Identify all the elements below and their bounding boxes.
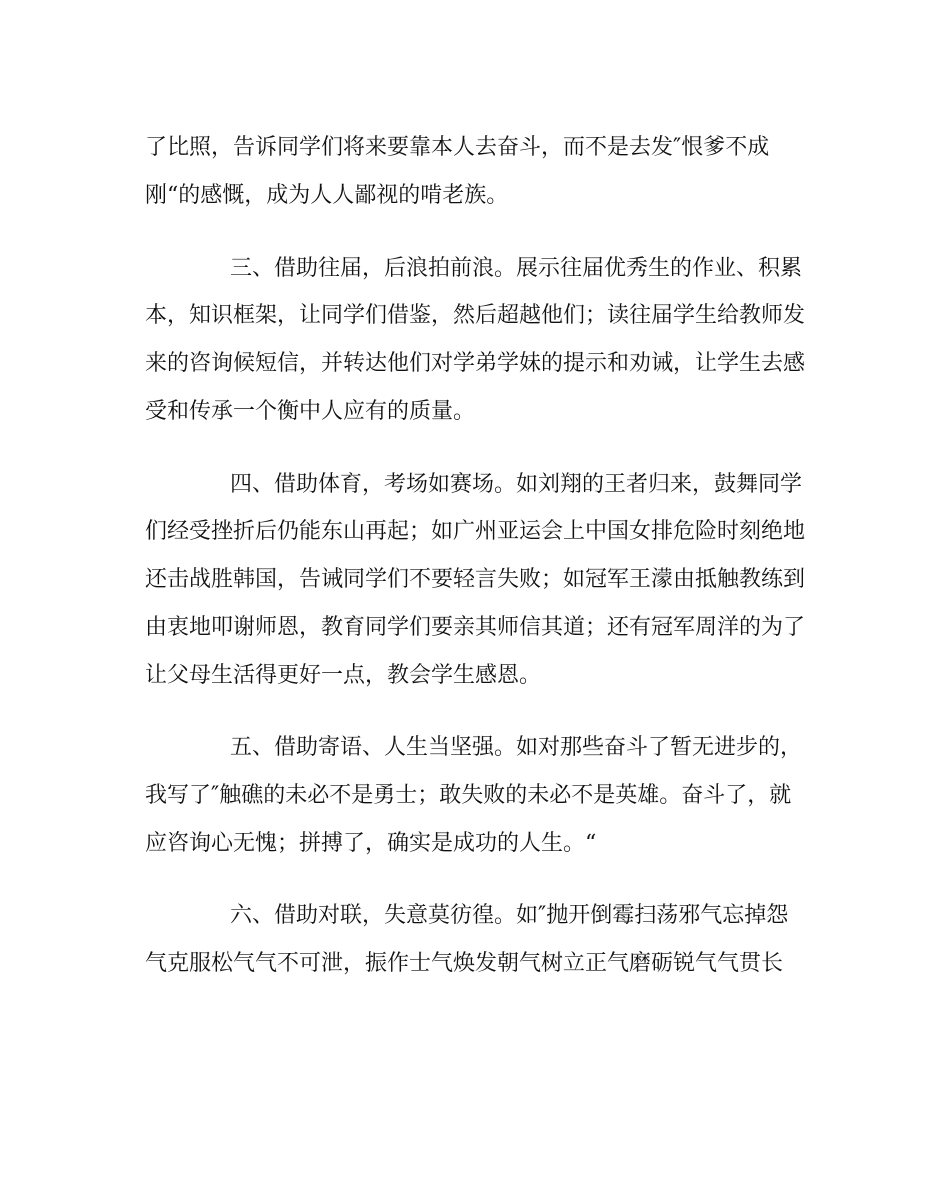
text-line: 我写了″触礁的未必不是勇士；敢失败的未必不是英雄。奋斗了，就: [145, 783, 792, 808]
paragraph-start-line: 五、借助寄语、人生当坚强。如对那些奋斗了暂无进步的，: [230, 735, 803, 760]
text-line: 由衷地叩谢师恩，教育同学们要亲其师信其道；还有冠军周洋的为了: [145, 615, 806, 640]
text-line: 刚“的感慨，成为人人鄙视的啃老族。: [145, 183, 509, 208]
paragraph-start-line: 六、借助对联，失意莫彷徨。如″抛开倒霉扫荡邪气忘掉怨: [230, 903, 789, 928]
text-line: 本，知识框架，让同学们借鉴，然后超越他们；读往届学生给教师发: [145, 303, 806, 328]
paragraph-start-line: 四、借助体育，考场如赛场。如刘翔的王者归来，鼓舞同学: [230, 472, 803, 497]
text-line: 们经受挫折后仍能东山再起；如广州亚运会上中国女排危险时刻绝地: [145, 519, 806, 544]
text-line: 应咨询心无愧；拼搏了，确实是成功的人生。“: [145, 831, 597, 856]
text-line: 让父母生活得更好一点，教会学生感恩。: [145, 663, 542, 688]
text-line: 气克服松气气不可泄，振作士气焕发朝气树立正气磨砺锐气气贯长: [145, 951, 784, 976]
text-line: 受和传承一个衡中人应有的质量。: [145, 399, 476, 424]
text-line: 了比照，告诉同学们将来要靠本人去奋斗，而不是去发″恨爹不成: [145, 135, 770, 160]
text-line: 来的咨询候短信，并转达他们对学弟学妹的提示和劝诫，让学生去感: [145, 351, 806, 376]
text-line: 还击战胜韩国，告诫同学们不要轻言失败；如冠军王濛由抵触教练到: [145, 567, 806, 592]
paragraph-start-line: 三、借助往届，后浪拍前浪。展示往届优秀生的作业、积累: [230, 256, 803, 281]
